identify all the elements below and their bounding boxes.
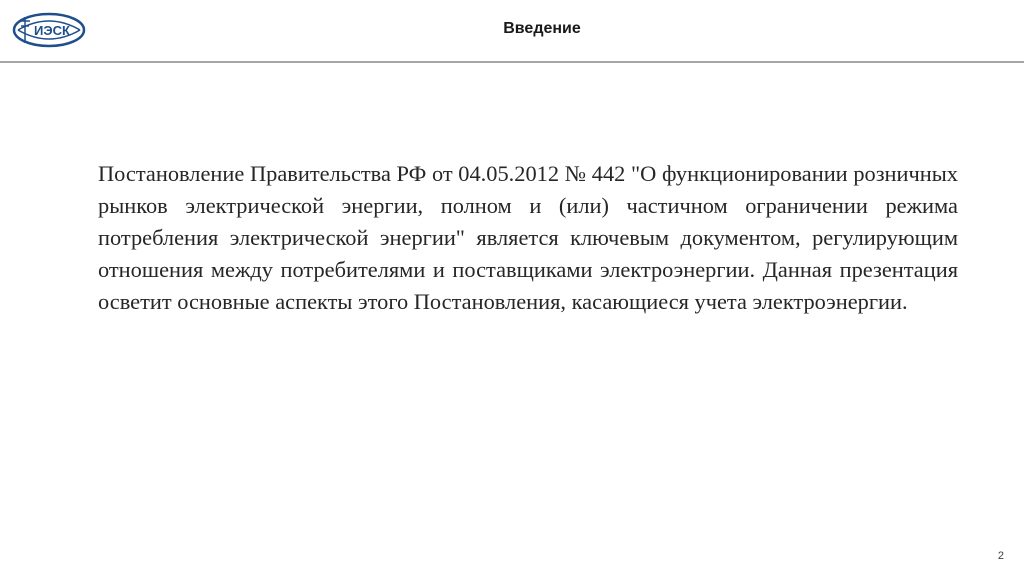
header-divider [0, 61, 1024, 63]
slide-title: Введение [503, 20, 581, 37]
body-paragraph: Постановление Правительства РФ от 04.05.2012 № 442 "О функционировании розничных рынков электрической энергии, полном и (или) частичном ограничении режима потребления электрической энергии" является ключевым документом, регулирующим отношения между потребителями и поставщиками электроэнергии. Данная презентация осветит основные аспекты этого Постановления, касающиеся учета электроэнергии. [98, 161, 958, 314]
page-number: 2 [997, 550, 1004, 562]
svg-text:ИЭСК: ИЭСК [34, 23, 70, 38]
